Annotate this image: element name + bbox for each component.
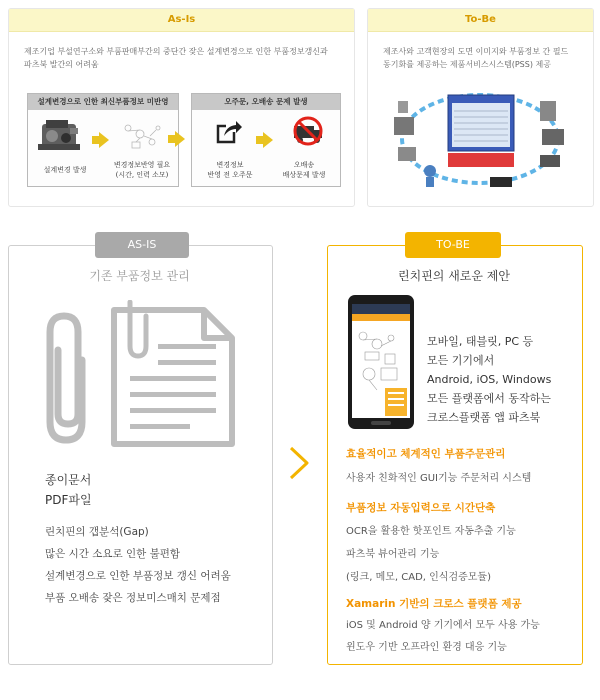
flow-arrow-2: [263, 132, 273, 148]
tobe-section-text: (링크, 메모, CAD, 인식검증모듈): [346, 572, 491, 583]
asis-desc-line-2: 파츠북 발간의 어려움: [24, 60, 99, 69]
tobe-section-text: iOS 및 Android 양 기기에서 모두 사용 가능: [346, 620, 540, 631]
tobe-app-line: 모든 기기에서: [427, 354, 495, 367]
tobe-section-text: 파츠북 뷰어관리 기능: [346, 549, 440, 560]
tobe-section-text: OCR을 활용한 핫포인트 자동추출 기능: [346, 526, 516, 537]
asis-problem-item: 부품 오배송 잦은 정보미스매치 문제점: [45, 592, 221, 604]
tobe-section-text: 윈도우 기반 오프라인 환경 대응 기능: [346, 642, 507, 653]
asis-desc-line-1: 제조기업 부설연구소와 부품판매부간의 중단간 잦은 설계변경으로 인한 부품정보갱신과: [24, 47, 328, 56]
tobe-section-heading: Xamarin 기반의 크로스 플랫폼 제공: [346, 598, 522, 610]
design-change-box: [27, 93, 179, 187]
misorder-caption: [194, 160, 266, 180]
asis-problem-item: 린치핀의 갭분석(Gap): [45, 526, 149, 538]
misdelivery-caption: [268, 160, 340, 180]
tobe-section-heading: 효율적이고 체계적인 부품주문관리: [346, 448, 506, 460]
misdelivery-caption-line-1: 오배송: [293, 161, 315, 169]
tobe-summary-panel: [367, 8, 594, 207]
tobe-summary-description: [383, 45, 578, 71]
tobe-app-description: [427, 332, 551, 427]
asis-problem-list: [45, 524, 231, 612]
asis-doc-type-paper: 종이문서: [45, 473, 92, 487]
tobe-section-heading: 부품정보 자동입력으로 시간단축: [346, 502, 496, 514]
share-icon: [216, 118, 242, 144]
misdelivery-caption-line-2: 배상문제 발생: [282, 171, 326, 179]
tobe-desc-line-1: 제조사와 고객현장의 도면 이미지와 부품정보 간 필드: [383, 47, 569, 56]
smartphone-image: [347, 294, 415, 430]
engine-image: [38, 116, 82, 156]
flow-arrow-between: [175, 131, 185, 147]
tobe-summary-title: To-Be: [368, 9, 593, 32]
pss-diagram-image: [390, 81, 570, 193]
misorder-caption-line-1: 변경정보: [216, 161, 244, 169]
asis-problem-item: 많은 시간 소요로 인한 불편함: [45, 548, 181, 560]
tobe-desc-line-2: 동기화를 제공하는 제품서비스시스템(PSS) 제공: [383, 60, 551, 69]
design-change-caption: 설계변경 발생: [43, 166, 87, 174]
tobe-section-text: 사용자 친화적인 GUI기능 주문처리 시스템: [346, 473, 532, 484]
asis-summary-title: As-Is: [9, 9, 354, 32]
tobe-panel-title: 린치핀의 새로운 제안: [398, 269, 510, 283]
asis-problem-item: 설계변경으로 인한 부품정보 갱신 어려움: [45, 570, 231, 582]
flow-arrow-1: [99, 132, 109, 148]
tobe-app-line: 모든 플랫폼에서 동작하는: [427, 392, 551, 405]
parts-drawing-image: [120, 120, 164, 156]
change-reflect-caption-line-2: (시간, 인력 소모): [115, 171, 169, 179]
tobe-app-line: Android, iOS, Windows: [427, 373, 552, 386]
tobe-app-line: 크로스플랫폼 앱 파츠북: [427, 411, 541, 424]
misorder-header: 오주문, 오배송 문제 발생: [192, 94, 340, 110]
change-reflect-caption-line-1: 변경정보반영 필요: [113, 161, 171, 169]
change-reflect-caption: [106, 160, 178, 180]
asis-doc-types: [45, 470, 92, 510]
asis-tag: AS-IS: [95, 232, 189, 258]
misorder-caption-line-2: 반영 전 오주문: [207, 171, 253, 179]
no-truck-icon: [288, 116, 328, 146]
asis-summary-panel: [8, 8, 355, 207]
design-change-header: 설계변경으로 인한 최신부품정보 미반영: [28, 94, 178, 110]
document-icon: [108, 300, 238, 448]
asis-panel-title: 기존 부품정보 관리: [89, 269, 190, 283]
paperclip-icon: [42, 310, 94, 448]
tobe-app-line: 모바일, 태블릿, PC 등: [427, 335, 534, 348]
asis-summary-description: [24, 45, 339, 71]
asis-doc-type-pdf: PDF파일: [45, 493, 92, 507]
tobe-tag: TO-BE: [405, 232, 501, 258]
chevron-right-icon: [288, 445, 310, 481]
misorder-box: [191, 93, 341, 187]
